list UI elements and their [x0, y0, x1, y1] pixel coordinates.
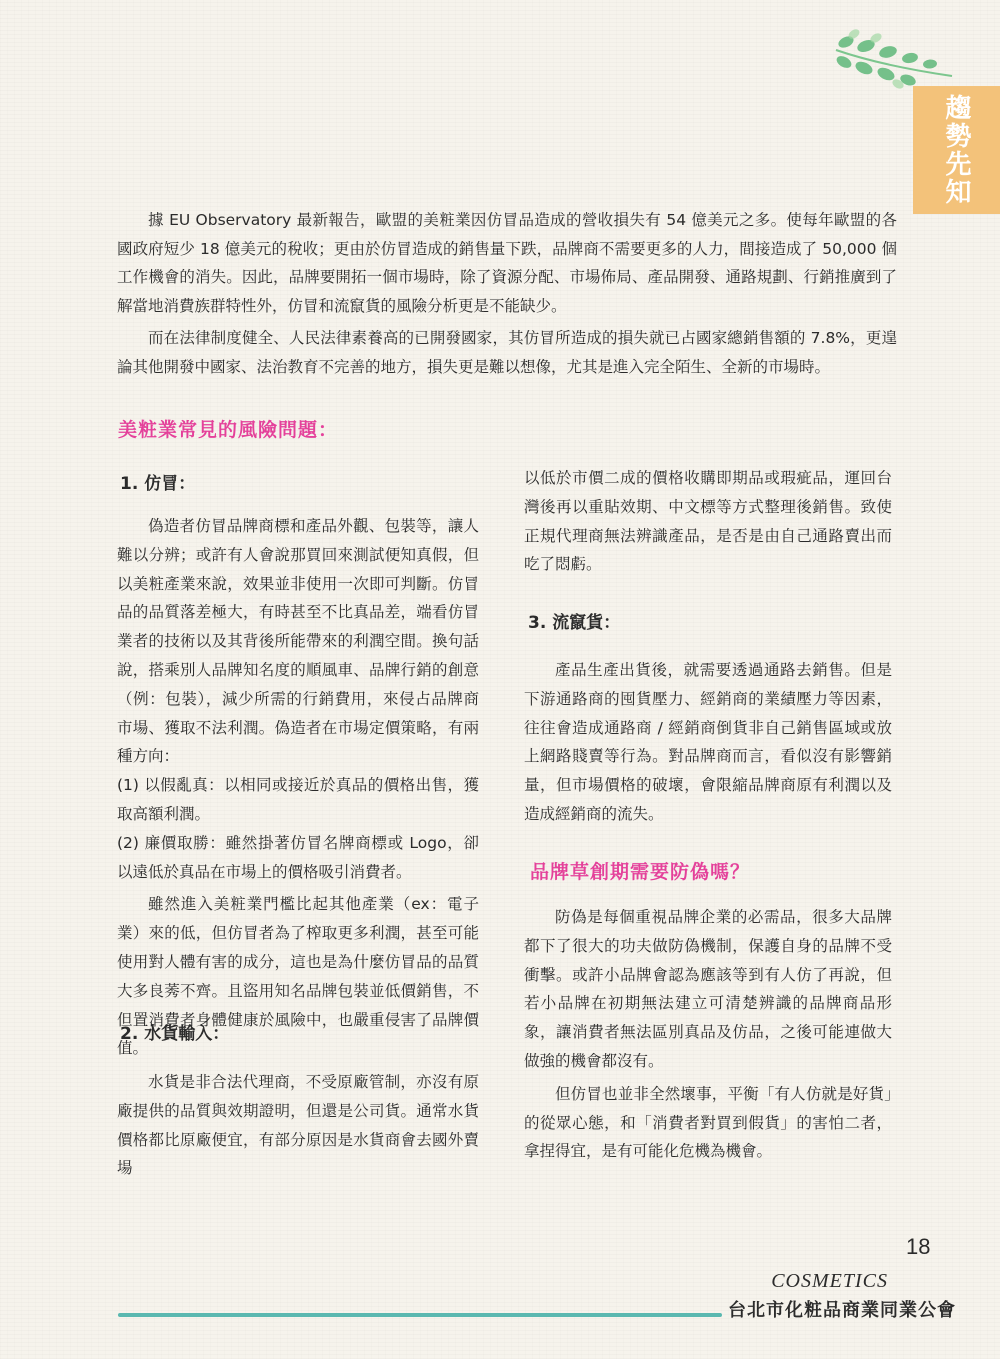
body-paragraph: 但仿冒也並非全然壞事，平衡「有人仿就是好貨」的從眾心態，和「消費者對買到假貨」的害怕二者，拿捏得宜，是有可能化危機為機會。: [524, 1084, 892, 1161]
body-paragraph: 雖然進入美粧業門檻比起其他產業（ex：電子業）來的低，但仿冒者為了榨取更多利潤，甚至可能使用對人體有害的成分，這也是為什麼仿冒品的品質大多良莠不齊。且盜用知名品牌包裝並低價銷售，不但置消費者身體健康於風險中，也嚴重侵害了品牌價值。: [117, 895, 479, 1058]
subheading-parallel-import: 2. 水貨輸入：: [120, 1024, 230, 1044]
body-paragraph: (2) 廉價取勝：雖然掛著仿冒名牌商標或 Logo，卻以遠低於真品在市場上的價格吸引消費者。: [117, 833, 479, 881]
intro-paragraph: 據 EU Observatory 最新報告，歐盟的美粧業因仿冒品造成的營收損失有 54 億美元之多。使每年歐盟的各國政府短少 18 億美元的稅收；更由於仿冒造成的銷售量下跌，品牌商不需要更多的人力，間接造成了 50,000 個工作機會的消失。因此，品牌要開拓一個市場時，除了資源分配、市場佈局、產品開發、通路規劃、行銷推廣到了解當地消費族群特性外，仿冒和流竄貨的風險分析更是不能缺少。: [117, 211, 897, 315]
intro-text: [117, 206, 897, 385]
magazine-brand: COSMETICS: [771, 1270, 888, 1292]
page-number: 18: [906, 1234, 931, 1259]
right-column-block-3: [524, 903, 892, 1166]
right-column-block-2: [524, 656, 892, 829]
section-heading-anticounterfeit: 品牌草創期需要防偽嗎？: [530, 861, 751, 883]
body-paragraph: 防偽是每個重視品牌企業的必需品，很多大品牌都下了很大的功夫做防偽機制，保護自身的品牌不受衝擊。或許小品牌會認為應該等到有人仿了再說，但若小品牌在初期無法建立可清楚辨識的品牌商品形象，讓消費者無法區別真品及仿品，之後可能連做大做強的機會都沒有。: [524, 908, 892, 1070]
body-paragraph: 以低於市價二成的價格收購即期品或瑕疵品，運回台灣後再以重貼效期、中文標等方式整理後銷售。致使正規代理商無法辨識產品，是否是由自己通路賣出而吃了悶虧。: [524, 469, 892, 574]
subheading-counterfeit: 1. 仿冒：: [120, 474, 196, 494]
body-paragraph: 產品生產出貨後，就需要透過通路去銷售。但是下游通路商的囤貨壓力、經銷商的業績壓力等因素，往往會造成通路商 / 經銷商倒貨非自己銷售區域或放上網路賤賣等行為。對品牌商而言，看似沒有影響銷量，但市場價格的破壞，會限縮品牌商原有利潤以及造成經銷商的流失。: [524, 661, 892, 823]
body-paragraph: (1) 以假亂真：以相同或接近於真品的價格出售，獲取高額利潤。: [117, 776, 479, 823]
right-column-block-1: [524, 464, 892, 579]
section-tab: [913, 86, 1000, 214]
section-tab-label: 趨勢先知: [941, 94, 971, 206]
section-heading-risks: 美粧業常見的風險問題：: [118, 419, 339, 441]
subheading-diverted-goods: 3. 流竄貨：: [528, 613, 621, 633]
body-paragraph: 水貨是非合法代理商，不受原廠管制，亦沒有原廠提供的品質與效期證明，但還是公司貨。通常水貨價格都比原廠便宜，有部分原因是水貨商會去國外賣場: [117, 1073, 479, 1178]
footer-rule: [118, 1313, 722, 1317]
left-column-block-2: [117, 1068, 479, 1183]
publisher-name: 台北市化粧品商業同業公會: [728, 1300, 956, 1321]
left-column-block-1: [117, 512, 479, 1063]
intro-paragraph: 而在法律制度健全、人民法律素養高的已開發國家，其仿冒所造成的損失就已占國家總銷售額的 7.8%，更遑論其他開發中國家、法治教育不完善的地方，損失更是難以想像，尤其是進入完全陌生、全新的市場時。: [117, 329, 897, 376]
body-paragraph: 偽造者仿冒品牌商標和產品外觀、包裝等，讓人難以分辨；或許有人會說那買回來測試便知真假，但以美粧產業來說，效果並非使用一次即可判斷。仿冒品的品質落差極大，有時甚至不比真品差，端看仿冒業者的技術以及其背後所能帶來的利潤空間。換句話說，搭乘別人品牌知名度的順風車、品牌行銷的創意（例：包裝），減少所需的行銷費用，來侵占品牌商市場、獲取不法利潤。偽造者在市場定價策略，有兩種方向：: [117, 517, 479, 766]
